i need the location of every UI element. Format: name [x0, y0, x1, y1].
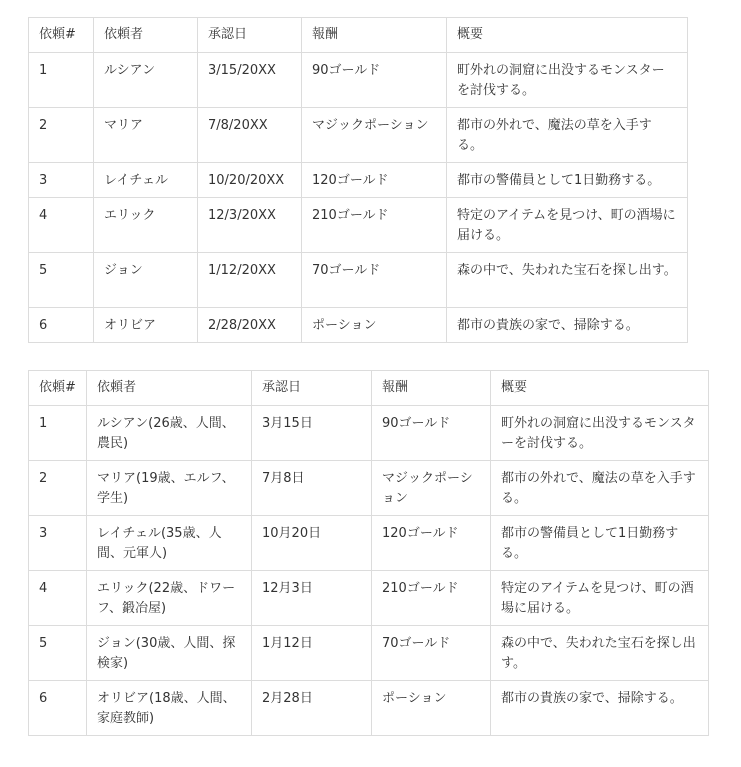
- cell-client: オリビア: [94, 308, 198, 343]
- cell-client: マリア(19歳、エルフ、学生): [87, 461, 252, 516]
- cell-client: マリア: [94, 108, 198, 163]
- table-row: [29, 516, 709, 571]
- cell-summary: 都市の警備員として1日勤務する。: [491, 516, 709, 571]
- cell-request-no: 5: [29, 626, 87, 681]
- cell-request-no: 2: [29, 461, 87, 516]
- table-row: [29, 681, 709, 736]
- cell-reward: 210ゴールド: [372, 571, 491, 626]
- table-row: [29, 163, 688, 198]
- cell-request-no: 5: [29, 253, 94, 308]
- cell-request-no: 3: [29, 163, 94, 198]
- quest-table-detailed: [28, 370, 709, 736]
- cell-request-no: 3: [29, 516, 87, 571]
- header-reward: 報酬: [372, 371, 491, 406]
- table-row: [29, 626, 709, 681]
- cell-reward: 90ゴールド: [372, 406, 491, 461]
- table-row: [29, 108, 688, 163]
- cell-client: ルシアン(26歳、人間、農民): [87, 406, 252, 461]
- cell-client: ジョン: [94, 253, 198, 308]
- header-approval-date: 承認日: [198, 18, 302, 53]
- cell-request-no: 2: [29, 108, 94, 163]
- table-header-row: [29, 18, 688, 53]
- quest-table-basic: [28, 17, 688, 343]
- cell-approval-date: 12/3/20XX: [198, 198, 302, 253]
- header-request-no: 依頼#: [29, 371, 87, 406]
- cell-reward: 120ゴールド: [302, 163, 447, 198]
- cell-request-no: 1: [29, 53, 94, 108]
- cell-request-no: 6: [29, 681, 87, 736]
- cell-request-no: 4: [29, 571, 87, 626]
- cell-approval-date: 3/15/20XX: [198, 53, 302, 108]
- cell-summary: 都市の外れで、魔法の草を入手する。: [491, 461, 709, 516]
- cell-approval-date: 7/8/20XX: [198, 108, 302, 163]
- cell-summary: 都市の貴族の家で、掃除する。: [491, 681, 709, 736]
- cell-summary: 特定のアイテムを見つけ、町の酒場に届ける。: [491, 571, 709, 626]
- cell-approval-date: 2/28/20XX: [198, 308, 302, 343]
- cell-approval-date: 10月20日: [252, 516, 372, 571]
- cell-client: レイチェル: [94, 163, 198, 198]
- cell-summary: 都市の外れで、魔法の草を入手する。: [447, 108, 688, 163]
- header-client: 依頼者: [87, 371, 252, 406]
- header-reward: 報酬: [302, 18, 447, 53]
- cell-reward: 210ゴールド: [302, 198, 447, 253]
- cell-summary: 町外れの洞窟に出没するモンスターを討伐する。: [447, 53, 688, 108]
- cell-summary: 都市の貴族の家で、掃除する。: [447, 308, 688, 343]
- cell-request-no: 4: [29, 198, 94, 253]
- cell-reward: マジックポーション: [302, 108, 447, 163]
- cell-approval-date: 12月3日: [252, 571, 372, 626]
- table-row: [29, 253, 688, 308]
- cell-reward: 120ゴールド: [372, 516, 491, 571]
- cell-summary: 町外れの洞窟に出没するモンスターを討伐する。: [491, 406, 709, 461]
- cell-request-no: 1: [29, 406, 87, 461]
- cell-client: エリック(22歳、ドワーフ、鍛冶屋): [87, 571, 252, 626]
- cell-summary: 森の中で、失われた宝石を探し出す。: [491, 626, 709, 681]
- cell-client: エリック: [94, 198, 198, 253]
- cell-approval-date: 7月8日: [252, 461, 372, 516]
- cell-reward: 70ゴールド: [372, 626, 491, 681]
- table-row: [29, 461, 709, 516]
- cell-approval-date: 1/12/20XX: [198, 253, 302, 308]
- table-row: [29, 406, 709, 461]
- table-row: [29, 53, 688, 108]
- cell-client: レイチェル(35歳、人間、元軍人): [87, 516, 252, 571]
- table-header-row: [29, 371, 709, 406]
- table-row: [29, 198, 688, 253]
- cell-reward: マジックポーション: [372, 461, 491, 516]
- header-summary: 概要: [491, 371, 709, 406]
- cell-summary: 特定のアイテムを見つけ、町の酒場に届ける。: [447, 198, 688, 253]
- cell-summary: 森の中で、失われた宝石を探し出す。: [447, 253, 688, 308]
- cell-client: ジョン(30歳、人間、探検家): [87, 626, 252, 681]
- table-row: [29, 308, 688, 343]
- header-summary: 概要: [447, 18, 688, 53]
- cell-approval-date: 2月28日: [252, 681, 372, 736]
- header-request-no: 依頼#: [29, 18, 94, 53]
- header-approval-date: 承認日: [252, 371, 372, 406]
- header-client: 依頼者: [94, 18, 198, 53]
- cell-reward: ポーション: [302, 308, 447, 343]
- cell-approval-date: 1月12日: [252, 626, 372, 681]
- cell-summary: 都市の警備員として1日勤務する。: [447, 163, 688, 198]
- cell-reward: 70ゴールド: [302, 253, 447, 308]
- table-row: [29, 571, 709, 626]
- cell-request-no: 6: [29, 308, 94, 343]
- cell-reward: ポーション: [372, 681, 491, 736]
- cell-client: オリビア(18歳、人間、家庭教師): [87, 681, 252, 736]
- cell-client: ルシアン: [94, 53, 198, 108]
- cell-approval-date: 10/20/20XX: [198, 163, 302, 198]
- cell-approval-date: 3月15日: [252, 406, 372, 461]
- cell-reward: 90ゴールド: [302, 53, 447, 108]
